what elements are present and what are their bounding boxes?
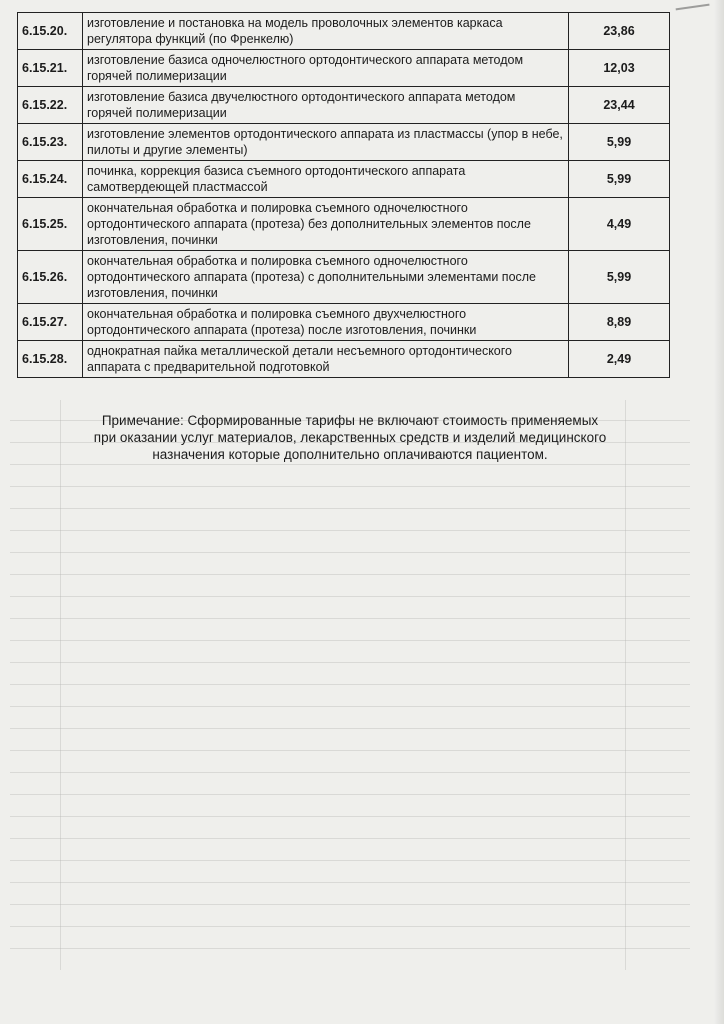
service-price: 12,03 (569, 50, 670, 87)
tariff-table (17, 12, 670, 378)
service-price: 5,99 (569, 161, 670, 198)
table-row (18, 87, 670, 124)
service-code: 6.15.23. (18, 124, 83, 161)
tariff-note: Примечание: Сформированные тарифы не включают стоимость применяемых при оказании услуг материалов, лекарственных средств и изделий медицинского назначения которые дополнительно оплачиваются пациентом. (93, 413, 607, 462)
table-row (18, 13, 670, 50)
service-code: 6.15.27. (18, 304, 83, 341)
service-price: 23,86 (569, 13, 670, 50)
service-code: 6.15.21. (18, 50, 83, 87)
service-description: однократная пайка металлической детали несъемного ортодонтического аппарата с предварительной подготовкой (83, 341, 569, 378)
service-code: 6.15.26. (18, 251, 83, 304)
service-description: окончательная обработка и полировка съемного одночелюстного ортодонтического аппарата (протеза) без дополнительных элементов после изготовления, починки (83, 198, 569, 251)
table-row (18, 124, 670, 161)
table-row (18, 341, 670, 378)
service-description: изготовление базиса одночелюстного ортодонтического аппарата методом горячей полимеризации (83, 50, 569, 87)
reverse-side-bleed-through (10, 400, 690, 970)
corner-pen-mark (676, 4, 711, 17)
service-description: починка, коррекция базиса съемного ортодонтического аппарата самотвердеющей пластмассой (83, 161, 569, 198)
table-row (18, 251, 670, 304)
service-description: изготовление базиса двучелюстного ортодонтического аппарата методом горячей полимеризации (83, 87, 569, 124)
service-code: 6.15.20. (18, 13, 83, 50)
service-description: окончательная обработка и полировка съемного двухчелюстного ортодонтического аппарата (протеза) после изготовления, починки (83, 304, 569, 341)
service-price: 2,49 (569, 341, 670, 378)
page-edge-shadow (714, 0, 724, 1024)
service-description: изготовление элементов ортодонтического аппарата из пластмассы (упор в небе, пилоты и другие элементы) (83, 124, 569, 161)
service-price: 5,99 (569, 251, 670, 304)
table-row (18, 304, 670, 341)
service-code: 6.15.25. (18, 198, 83, 251)
service-price: 23,44 (569, 87, 670, 124)
service-code: 6.15.22. (18, 87, 83, 124)
table-row (18, 161, 670, 198)
service-description: изготовление и постановка на модель проволочных элементов каркаса регулятора функций (по Френкелю) (83, 13, 569, 50)
table-row (18, 50, 670, 87)
service-code: 6.15.24. (18, 161, 83, 198)
service-price: 8,89 (569, 304, 670, 341)
service-price: 4,49 (569, 198, 670, 251)
table-row (18, 198, 670, 251)
service-price: 5,99 (569, 124, 670, 161)
service-description: окончательная обработка и полировка съемного одночелюстного ортодонтического аппарата (протеза) с дополнительными элементами после изготовления, починки (83, 251, 569, 304)
service-code: 6.15.28. (18, 341, 83, 378)
